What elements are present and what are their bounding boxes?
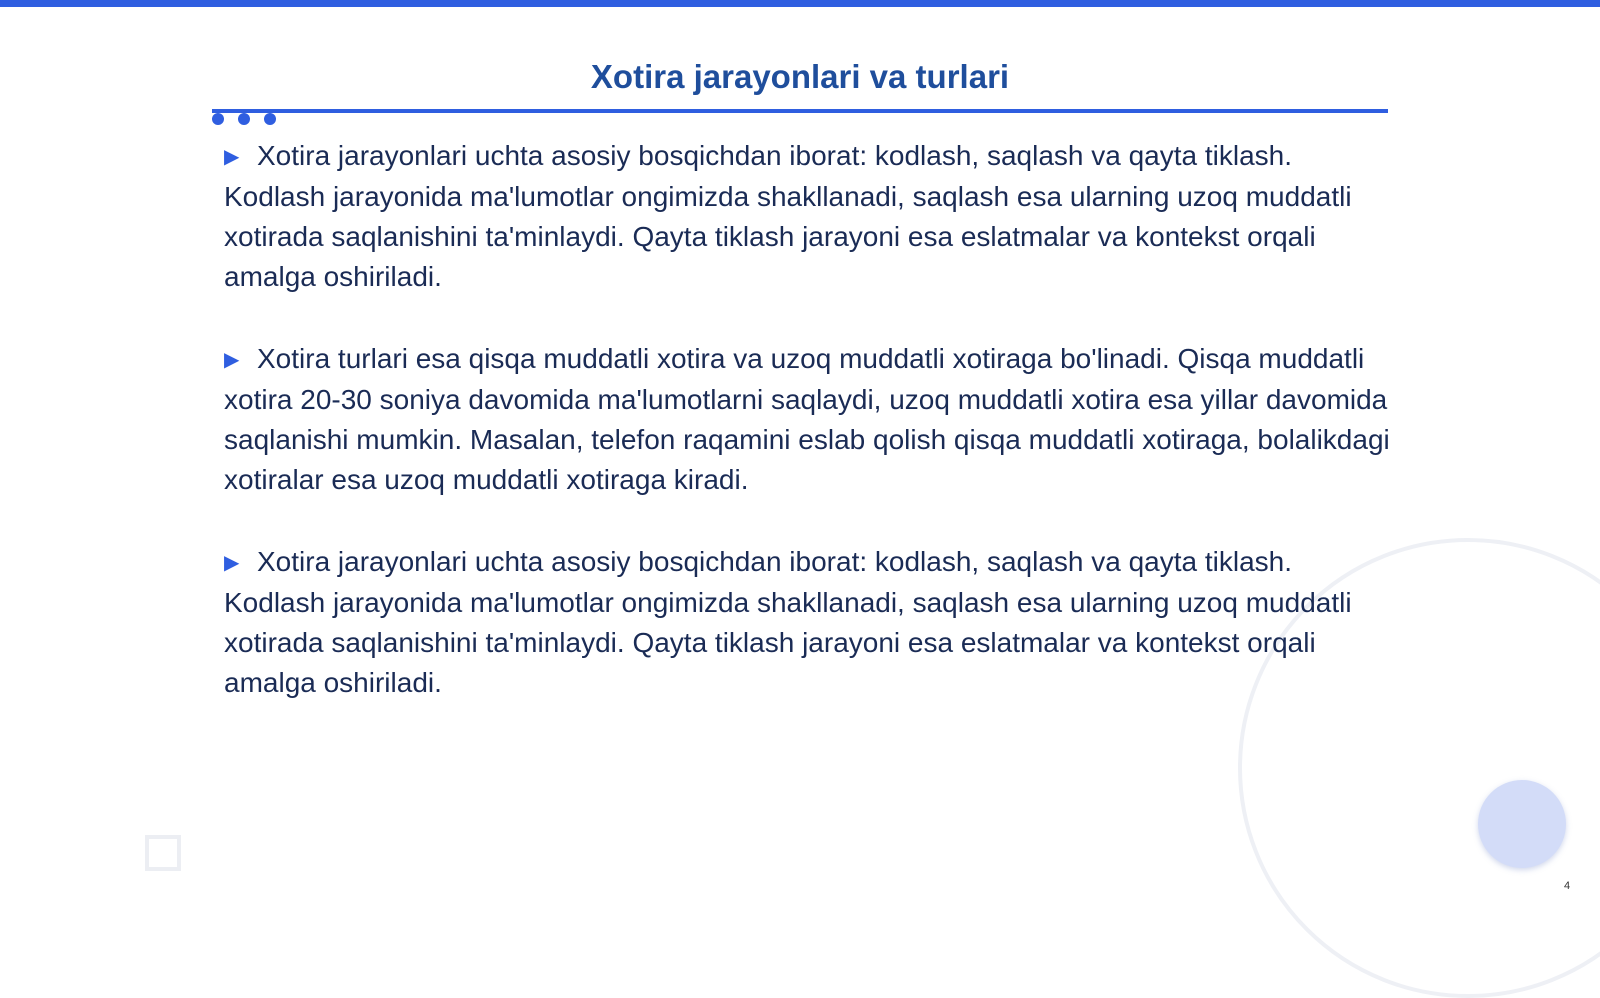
decorative-circle (1478, 780, 1566, 868)
underline-dot (212, 113, 224, 125)
bullet-item (224, 542, 1396, 703)
top-accent-bar (0, 0, 1600, 7)
bullet-list (224, 136, 1396, 745)
bullet-item (224, 136, 1396, 297)
title-underline (212, 109, 1388, 113)
underline-dot (264, 113, 276, 125)
page-number: 4 (1564, 880, 1571, 892)
slide-title: Xotira jarayonlari va turlari (590, 58, 1010, 95)
triangle-bullet-icon: ▶ (224, 146, 240, 168)
bullet-text: Xotira jarayonlari uchta asosiy bosqichdan iborat: kodlash, saqlash va qayta tiklash. Kodlash jarayonida ma'lumotlar ongimizda shakllanadi, saqlash esa ularning uzoq muddatli xotirada saqlanishini ta'minlaydi. Qayta tiklash jarayoni esa eslatmalar va kontekst orqali amalga oshiriladi. (224, 546, 1352, 698)
decorative-square (145, 835, 181, 871)
triangle-bullet-icon: ▶ (224, 349, 240, 371)
bullet-text: Xotira jarayonlari uchta asosiy bosqichdan iborat: kodlash, saqlash va qayta tiklash. Kodlash jarayonida ma'lumotlar ongimizda shakllanadi, saqlash esa ularning uzoq muddatli xotirada saqlanishini ta'minlaydi. Qayta tiklash jarayoni esa eslatmalar va kontekst orqali amalga oshiriladi. (224, 140, 1352, 292)
underline-dot (238, 113, 250, 125)
bullet-item (224, 339, 1396, 500)
bullet-text: Xotira turlari esa qisqa muddatli xotira va uzoq muddatli xotiraga bo'linadi. Qisqa muddatli xotira 20-30 soniya davomida ma'lumotlarni saqlaydi, uzoq muddatli xotira esa yillar davomida saqlanishi mumkin. Masalan, telefon raqamini eslab qolish qisqa muddatli xotiraga, bolalikdagi xotiralar esa uzoq muddatli xotiraga kiradi. (224, 343, 1390, 495)
triangle-bullet-icon: ▶ (224, 552, 240, 574)
